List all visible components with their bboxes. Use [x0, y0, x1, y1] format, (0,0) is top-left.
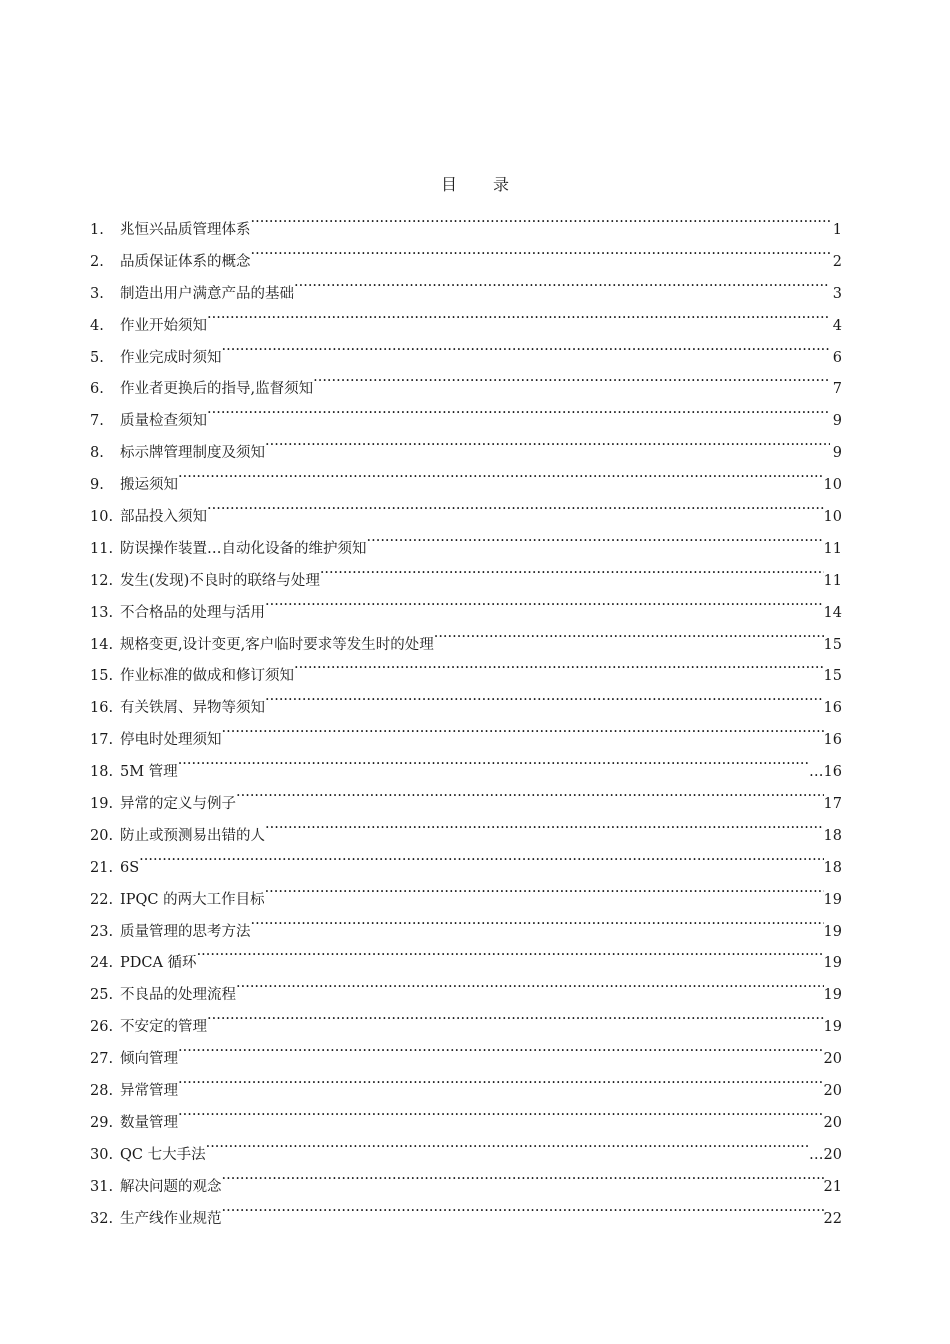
toc-entry-page-number: …20 — [809, 1146, 842, 1163]
toc-entry-page-number: 2 — [832, 253, 842, 270]
toc-entry-page-number: 10 — [823, 509, 842, 526]
toc-entry-title: 制造出用户满意产品的基础 — [120, 285, 294, 302]
toc-dot-leader — [236, 784, 824, 808]
toc-entry-page-number: 20 — [823, 1083, 842, 1100]
toc-entry-title: IPQC 的两大工作目标 — [120, 891, 265, 908]
toc-entry-number: 9. — [90, 477, 104, 494]
toc-dot-leader — [222, 1167, 824, 1191]
toc-entry-title: 停电时处理须知 — [120, 732, 222, 749]
toc-entry-page-number: 15 — [823, 668, 842, 685]
toc-entry-number: 19. — [90, 796, 114, 813]
toc-entry-page-number: 19 — [823, 955, 842, 972]
toc-entry-number: 24. — [90, 955, 114, 972]
page-title — [0, 174, 950, 196]
toc-entry-page-number: 18 — [823, 827, 842, 844]
toc-entry-title: 不良品的处理流程 — [120, 987, 236, 1004]
toc-entry-page-number: 15 — [823, 636, 842, 653]
toc-entry-page-number: 19 — [823, 1019, 842, 1036]
toc-dot-leader — [320, 561, 824, 585]
toc-entry[interactable] — [90, 242, 842, 274]
toc-dot-leader — [178, 1071, 824, 1095]
toc-entry-title: QC 七大手法 — [120, 1146, 206, 1163]
toc-entry-page-number: 19 — [823, 923, 842, 940]
toc-entry[interactable] — [90, 497, 842, 529]
toc-dot-leader — [222, 1199, 824, 1223]
toc-entry-number: 13. — [90, 604, 114, 621]
toc-entry-title: 作业者更换后的指导,监督须知 — [120, 381, 314, 398]
toc-dot-leader — [207, 497, 824, 521]
toc-entry-title: 异常的定义与例子 — [120, 796, 236, 813]
toc-entry[interactable] — [90, 274, 842, 306]
toc-dot-leader — [265, 593, 824, 617]
toc-entry-number: 16. — [90, 700, 114, 717]
toc-entry[interactable] — [90, 433, 842, 465]
toc-entry-title: 倾向管理 — [120, 1051, 178, 1068]
toc-entry-number: 20. — [90, 827, 114, 844]
toc-dot-leader — [197, 943, 824, 967]
toc-entry-number: 26. — [90, 1019, 114, 1036]
toc-entry-title: 兆恒兴品质管理体系 — [120, 222, 251, 238]
toc-entry-number: 10. — [90, 509, 114, 526]
toc-entry-page-number: 19 — [823, 891, 842, 908]
toc-entry-page-number: 6 — [832, 349, 842, 366]
toc-entry-title: 不合格品的处理与活用 — [120, 604, 265, 621]
toc-dot-leader — [178, 752, 809, 776]
toc-entry-number: 3. — [90, 285, 104, 302]
toc-dot-leader — [251, 912, 824, 936]
toc-entry-page-number: 11 — [823, 540, 842, 557]
toc-dot-leader — [434, 625, 824, 649]
toc-entry-number: 6. — [90, 381, 104, 398]
toc-entry[interactable] — [90, 338, 842, 370]
toc-entry[interactable] — [90, 306, 842, 338]
toc-entry-title: 品质保证体系的概念 — [120, 253, 251, 270]
toc-entry-title: 搬运须知 — [120, 477, 178, 494]
toc-dot-leader — [265, 433, 830, 457]
toc-entry-number: 4. — [90, 317, 104, 334]
toc-entry-number: 31. — [90, 1178, 114, 1195]
toc-entry-number: 2. — [90, 253, 104, 270]
toc-entry-page-number: 18 — [823, 859, 842, 876]
toc-entry-title: 6S — [120, 859, 140, 876]
toc-entry[interactable] — [90, 593, 842, 625]
toc-entry-page-number: 3 — [832, 285, 842, 302]
toc-entry-page-number: 22 — [823, 1210, 842, 1227]
toc-dot-leader — [207, 401, 830, 425]
toc-entry[interactable] — [90, 688, 842, 720]
toc-entry-number: 15. — [90, 668, 114, 685]
toc-entry[interactable] — [90, 529, 842, 561]
toc-entry-page-number: 4 — [832, 317, 842, 334]
toc-entry[interactable] — [90, 656, 842, 688]
toc-entry-title: 作业完成时须知 — [120, 349, 222, 366]
toc-entry[interactable] — [90, 210, 842, 242]
toc-entry-title: 不安定的管理 — [120, 1019, 207, 1036]
toc-entry-number: 23. — [90, 923, 114, 940]
toc-entry[interactable] — [90, 975, 842, 1007]
toc-entry[interactable] — [90, 561, 842, 593]
toc-entry-page-number: 20 — [823, 1051, 842, 1068]
toc-entry-number: 14. — [90, 636, 114, 653]
toc-entry-title: 规格变更,设计变更,客户临时要求等发生时的处理 — [120, 636, 434, 653]
toc-dot-leader — [265, 880, 824, 904]
toc-entry[interactable] — [90, 1007, 842, 1039]
toc-entry-title: 解决问题的观念 — [120, 1178, 222, 1195]
toc-entry[interactable] — [90, 752, 842, 784]
toc-entry-title: 作业开始须知 — [120, 317, 207, 334]
toc-dot-leader — [207, 306, 830, 330]
toc-entry-title: 异常管理 — [120, 1083, 178, 1100]
toc-dot-leader — [251, 210, 831, 234]
toc-entry-number: 12. — [90, 572, 114, 589]
toc-entry-number: 21. — [90, 859, 114, 876]
toc-entry-title: PDCA 循环 — [120, 955, 197, 972]
toc-dot-leader — [236, 975, 824, 999]
toc-entry[interactable] — [90, 1135, 842, 1167]
toc-entry[interactable] — [90, 401, 842, 433]
toc-entry-title: 部品投入须知 — [120, 509, 207, 526]
toc-entry-page-number: 17 — [823, 796, 842, 813]
toc-entry-number: 32. — [90, 1210, 114, 1227]
toc-entry[interactable] — [90, 369, 842, 401]
toc-entry-title: 数量管理 — [120, 1114, 178, 1131]
toc-entry-number: 30. — [90, 1146, 114, 1163]
toc-entry-title: 作业标准的做成和修订须知 — [120, 668, 294, 685]
toc-entry-page-number: 16 — [823, 700, 842, 717]
toc-entry-title: 发生(发现)不良时的联络与处理 — [120, 572, 320, 589]
toc-entry-page-number: 20 — [823, 1114, 842, 1131]
toc-entry[interactable] — [90, 1039, 842, 1071]
toc-entry-page-number: 1 — [832, 222, 842, 238]
toc-dot-leader — [178, 465, 824, 489]
toc-entry-page-number: 11 — [823, 572, 842, 589]
toc-entry-title: 防误操作装置…自动化设备的维护须知 — [120, 540, 367, 557]
toc-dot-leader — [139, 848, 823, 872]
toc-entry-title: 质量管理的思考方法 — [120, 923, 251, 940]
title-char-2: 录 — [493, 175, 510, 194]
toc-entry[interactable] — [90, 912, 842, 944]
toc-entry[interactable] — [90, 625, 842, 657]
toc-entry[interactable] — [90, 1071, 842, 1103]
toc-entry-title: 有关铁屑、异物等须知 — [120, 700, 265, 717]
toc-entry-number: 8. — [90, 445, 104, 462]
table-of-contents — [90, 210, 842, 1231]
toc-entry[interactable] — [90, 720, 842, 752]
toc-dot-leader — [294, 656, 824, 680]
toc-entry-number: 7. — [90, 413, 104, 430]
toc-entry[interactable] — [90, 1103, 842, 1135]
toc-entry-title: 质量检查须知 — [120, 413, 207, 430]
toc-entry-title: 防止或预测易出错的人 — [120, 827, 265, 844]
toc-entry-number: 17. — [90, 732, 114, 749]
toc-entry-page-number: 16 — [823, 732, 842, 749]
toc-entry-number: 27. — [90, 1051, 114, 1068]
toc-dot-leader — [178, 1103, 824, 1127]
toc-dot-leader — [222, 338, 831, 362]
toc-dot-leader — [207, 1007, 824, 1031]
toc-entry[interactable] — [90, 1199, 842, 1231]
toc-entry-number: 11. — [90, 540, 114, 557]
toc-entry-page-number: 14 — [823, 604, 842, 621]
toc-entry-page-number: …16 — [809, 764, 842, 781]
title-char-1: 目 — [440, 175, 457, 194]
toc-dot-leader — [206, 1135, 809, 1159]
toc-entry[interactable] — [90, 880, 842, 912]
toc-dot-leader — [313, 369, 830, 393]
toc-entry-page-number: 21 — [823, 1178, 842, 1195]
toc-entry[interactable] — [90, 465, 842, 497]
toc-entry-page-number: 9 — [832, 413, 842, 430]
toc-entry-page-number: 10 — [823, 477, 842, 494]
toc-entry-title: 生产线作业规范 — [120, 1210, 222, 1227]
toc-entry[interactable] — [90, 816, 842, 848]
toc-entry-number: 1. — [90, 222, 104, 238]
toc-entry[interactable] — [90, 1167, 842, 1199]
toc-entry[interactable] — [90, 943, 842, 975]
toc-entry[interactable] — [90, 784, 842, 816]
toc-entry-title: 标示牌管理制度及须知 — [120, 445, 265, 462]
toc-dot-leader — [178, 1039, 824, 1063]
toc-entry-page-number: 9 — [832, 445, 842, 462]
toc-dot-leader — [367, 529, 824, 553]
toc-entry-number: 18. — [90, 764, 114, 781]
toc-dot-leader — [222, 720, 824, 744]
toc-entry-title: 5M 管理 — [120, 764, 178, 781]
toc-entry[interactable] — [90, 848, 842, 880]
toc-entry-page-number: 7 — [832, 381, 842, 398]
toc-dot-leader — [294, 274, 830, 298]
toc-entry-number: 22. — [90, 891, 114, 908]
toc-entry-page-number: 19 — [823, 987, 842, 1004]
toc-entry-number: 25. — [90, 987, 114, 1004]
toc-dot-leader — [265, 688, 824, 712]
toc-entry-number: 29. — [90, 1114, 114, 1131]
toc-entry-number: 5. — [90, 349, 104, 366]
toc-entry-number: 28. — [90, 1083, 114, 1100]
toc-dot-leader — [265, 816, 824, 840]
toc-dot-leader — [251, 242, 831, 266]
